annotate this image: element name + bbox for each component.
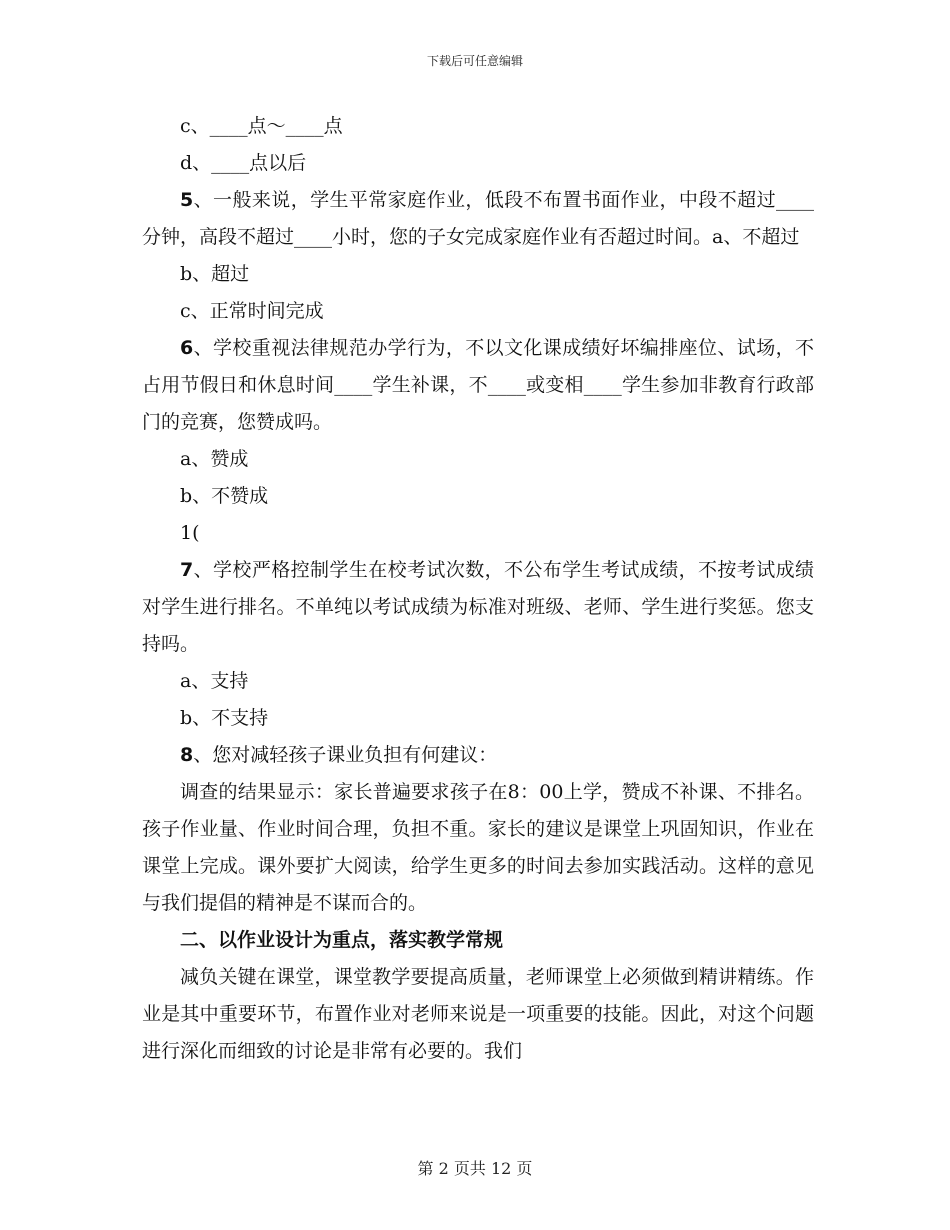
question-6 (142, 330, 814, 441)
option-line: a、支持 (180, 670, 249, 692)
option-line: b、不支持 (180, 707, 269, 729)
question-number: 5 (180, 189, 194, 211)
question-number: 8 (180, 744, 194, 766)
option-line: a、赞成 (180, 448, 249, 470)
page-footer: 第 2 页共 12 页 (417, 1159, 533, 1178)
question-number: 6 (180, 337, 194, 359)
question-text: 、您对减轻孩子课业负担有何建议： (193, 744, 498, 766)
option-line: b、不赞成 (180, 485, 269, 507)
question-8 (142, 737, 814, 774)
document-body (142, 108, 814, 1070)
option-line: b、超过 (180, 263, 250, 285)
body-paragraph: 减负关键在课堂，课堂教学要提高质量，老师课堂上必须做到精讲精练。作业是其中重要环节，布置作业对老师来说是一项重要的技能。因此，对这个问题进行深化而细致的讨论是非常有必要的。我们 (142, 966, 814, 1062)
body-paragraph: 调查的结果显示：家长普遍要求孩子在8：00上学，赞成不补课、不排名。孩子作业量、作业时间合理，负担不重。家长的建议是课堂上巩固知识，作业在课堂上完成。课外要扩大阅读，给学生更多的时间去参加实践活动。这样的意见与我们提倡的精神是不谋而合的。 (142, 781, 814, 914)
option-line: c、____点～____点 (180, 115, 343, 137)
section-heading: 二、以作业设计为重点，落实教学常规 (180, 929, 504, 951)
option-line: d、____点以后 (180, 152, 307, 174)
option-line: c、正常时间完成 (180, 300, 324, 322)
question-text: 、一般来说，学生平常家庭作业，低段不布置书面作业，中段不超过____分钟，高段不超过____小时，您的子女完成家庭作业有否超过时间。a、不超过 (142, 189, 814, 248)
question-text: 、学校重视法律规范办学行为，不以文化课成绩好坏编排座位、试场，不占用节假日和休息时间____学生补课，不____或变相____学生参加非教育行政部门的竞赛，您赞成吗。 (142, 337, 814, 433)
question-7 (142, 552, 814, 663)
question-5 (142, 182, 814, 256)
page-header: 下载后可任意编辑 (426, 54, 523, 68)
stray-text-line: 1( (180, 522, 200, 544)
question-number: 7 (180, 559, 194, 581)
question-text: 、学校严格控制学生在校考试次数，不公布学生考试成绩，不按考试成绩对学生进行排名。不单纯以考试成绩为标准对班级、老师、学生进行奖惩。您支持吗。 (142, 559, 814, 655)
